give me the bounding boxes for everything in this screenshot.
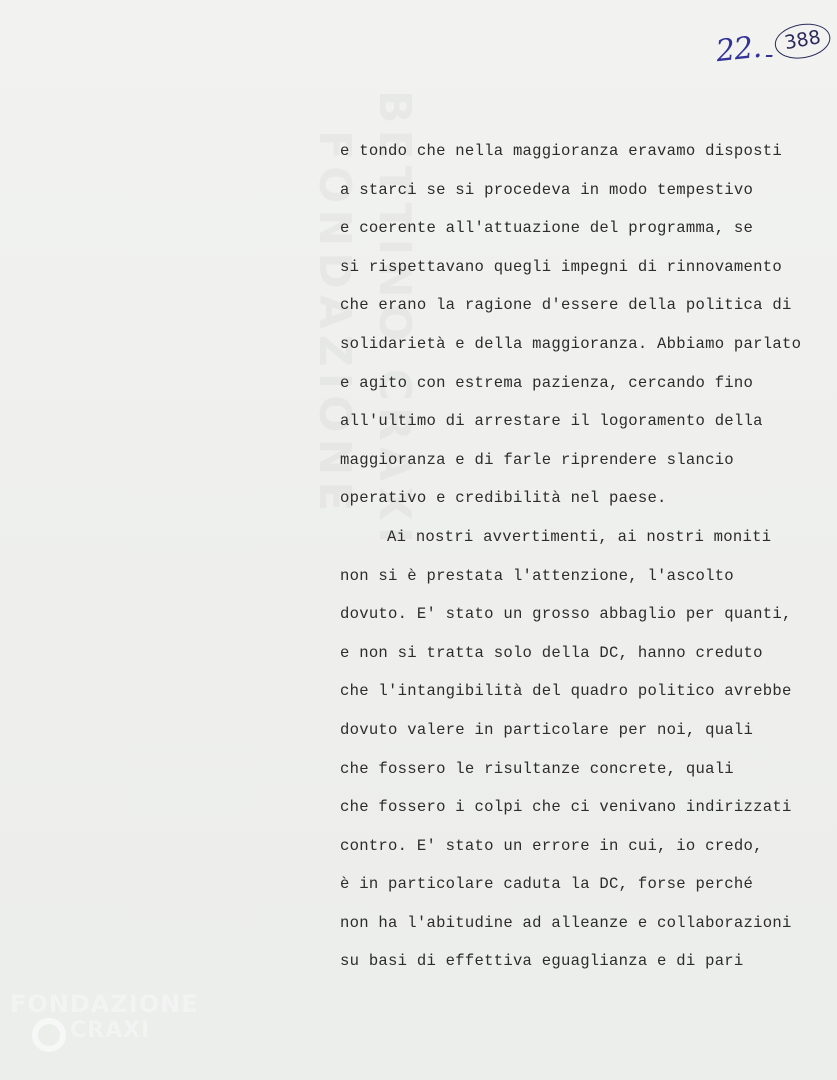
text-line: su basi di effettiva eguaglianza e di pari <box>340 952 744 971</box>
logo-ring-icon <box>32 1018 66 1052</box>
text-line: maggioranza e di farle riprendere slancio <box>340 450 734 469</box>
text-line: è in particolare caduta la DC, forse perché <box>340 875 754 894</box>
text-line: dovuto valere in particolare per noi, quali <box>340 720 754 739</box>
handwritten-page-number <box>716 24 832 74</box>
text-line: e coerente all'attuazione del programma, se <box>340 219 754 238</box>
text-line: che fossero le risultanze concrete, quali <box>340 759 734 778</box>
typewritten-text <box>340 139 820 988</box>
text-line: e non si tratta solo della DC, hanno creduto <box>340 643 763 662</box>
text-line: operativo e credibilità nel paese. <box>340 489 667 508</box>
text-line: non si è prestata l'attenzione, l'ascolto <box>340 566 734 585</box>
text-line: si rispettavano quegli impegni di rinnovamento <box>340 257 782 276</box>
logo-line-2: CRAXI <box>70 1018 151 1043</box>
text-line: contro. E' stato un errore in cui, io credo, <box>340 836 763 855</box>
page-number-dash: - <box>764 40 774 70</box>
text-line: a starci se si procedeva in modo tempestivo <box>340 180 754 199</box>
page-number-main: 22. <box>714 29 763 69</box>
text-line: non ha l'abitudine ad alleanze e collaborazioni <box>340 913 792 932</box>
text-line: che fossero i colpi che ci venivano indirizzati <box>340 798 792 817</box>
text-line: Ai nostri avvertimenti, ai nostri moniti <box>387 527 772 546</box>
text-line: all'ultimo di arrestare il logoramento della <box>340 412 763 431</box>
text-line: che erano la ragione d'essere della politica di <box>340 296 792 315</box>
foundation-logo-watermark <box>10 988 210 1068</box>
text-line: solidarietà e della maggioranza. Abbiamo parlato <box>340 334 802 353</box>
text-line: e agito con estrema pazienza, cercando fino <box>340 373 754 392</box>
text-line: che l'intangibilità del quadro politico avrebbe <box>340 682 792 701</box>
logo-line-1: FONDAZIONE <box>10 990 199 1018</box>
text-line: dovuto. E' stato un grosso abbaglio per quanti, <box>340 605 792 624</box>
page-number-circled: 388 <box>772 19 833 62</box>
text-line: e tondo che nella maggioranza eravamo disposti <box>340 142 782 160</box>
